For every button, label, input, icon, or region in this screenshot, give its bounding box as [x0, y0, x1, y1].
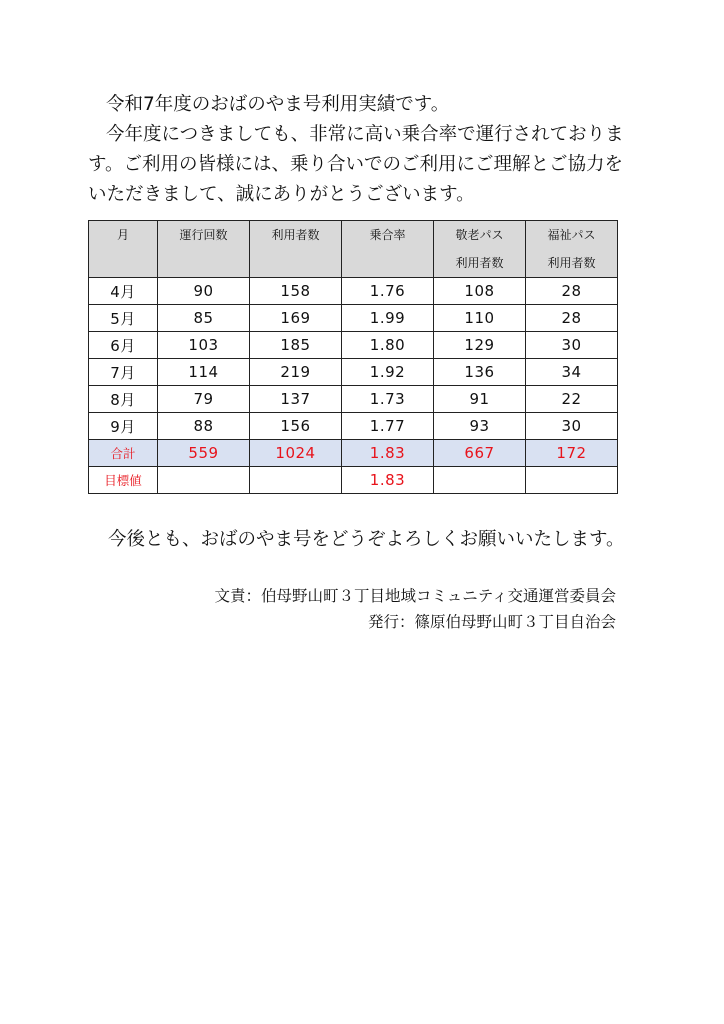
publisher-credit: 発行：篠原伯母野山町３丁目自治会 — [367, 613, 616, 631]
table-row — [89, 359, 618, 386]
cell-welfare-pass: 28 — [526, 278, 618, 305]
total-label: 合計 — [89, 440, 158, 467]
cell-senior-pass: 108 — [434, 278, 526, 305]
intro-line-2: 今年度につきましても、非常に高い乗合率で運行されております。ご利用の皆様には、乗り合いでのご利用にご理解とご協力をいただきまして、誠にありがとうございます。 — [88, 124, 624, 205]
cell-trips: 79 — [158, 386, 250, 413]
cell-senior-pass: 136 — [434, 359, 526, 386]
table-row — [89, 332, 618, 359]
cell-users: 169 — [250, 305, 342, 332]
cell-users: 156 — [250, 413, 342, 440]
cell-welfare-pass: 30 — [526, 413, 618, 440]
cell-trips: 90 — [158, 278, 250, 305]
cell-users: 158 — [250, 278, 342, 305]
cell-welfare-pass: 34 — [526, 359, 618, 386]
header-trips: 運行回数 — [158, 221, 250, 278]
target-senior-pass — [434, 467, 526, 494]
intro-text — [88, 90, 633, 210]
cell-trips: 85 — [158, 305, 250, 332]
cell-trips: 103 — [158, 332, 250, 359]
table-header — [89, 221, 618, 278]
total-rate: 1.83 — [342, 440, 434, 467]
cell-senior-pass: 110 — [434, 305, 526, 332]
table-row — [89, 278, 618, 305]
total-users: 1024 — [250, 440, 342, 467]
cell-users: 137 — [250, 386, 342, 413]
total-welfare-pass: 172 — [526, 440, 618, 467]
header-ride-share-rate: 乗合率 — [342, 221, 434, 278]
cell-rate: 1.76 — [342, 278, 434, 305]
target-label: 目標値 — [89, 467, 158, 494]
cell-welfare-pass: 28 — [526, 305, 618, 332]
cell-senior-pass: 91 — [434, 386, 526, 413]
header-users: 利用者数 — [250, 221, 342, 278]
cell-senior-pass: 129 — [434, 332, 526, 359]
cell-rate: 1.80 — [342, 332, 434, 359]
table-row — [89, 413, 618, 440]
total-senior-pass: 667 — [434, 440, 526, 467]
cell-month: 6月 — [89, 332, 158, 359]
cell-rate: 1.77 — [342, 413, 434, 440]
cell-rate: 1.73 — [342, 386, 434, 413]
cell-users: 219 — [250, 359, 342, 386]
target-welfare-pass — [526, 467, 618, 494]
cell-welfare-pass: 22 — [526, 386, 618, 413]
closing-message: 今後とも、おばのやま号をどうぞよろしくお願いいたします。 — [108, 529, 625, 550]
cell-rate: 1.99 — [342, 305, 434, 332]
target-row — [89, 467, 618, 494]
cell-trips: 114 — [158, 359, 250, 386]
author-credit: 文責：伯母野山町３丁目地域コミュニティ交通運営委員会 — [214, 587, 616, 605]
usage-table — [88, 220, 618, 494]
table-row — [89, 305, 618, 332]
header-month: 月 — [89, 221, 158, 278]
intro-line-1: 令和7年度のおばのやま号利用実績です。 — [106, 94, 450, 115]
table-body — [89, 278, 618, 494]
target-rate: 1.83 — [342, 467, 434, 494]
cell-month: 9月 — [89, 413, 158, 440]
cell-rate: 1.92 — [342, 359, 434, 386]
total-trips: 559 — [158, 440, 250, 467]
target-trips — [158, 467, 250, 494]
cell-users: 185 — [250, 332, 342, 359]
table-row — [89, 386, 618, 413]
cell-month: 5月 — [89, 305, 158, 332]
cell-welfare-pass: 30 — [526, 332, 618, 359]
cell-month: 8月 — [89, 386, 158, 413]
cell-month: 7月 — [89, 359, 158, 386]
header-senior-pass: 敬老パス 利用者数 — [434, 221, 526, 278]
cell-month: 4月 — [89, 278, 158, 305]
header-row — [89, 221, 618, 278]
cell-senior-pass: 93 — [434, 413, 526, 440]
total-row — [89, 440, 618, 467]
cell-trips: 88 — [158, 413, 250, 440]
credits — [215, 583, 616, 635]
target-users — [250, 467, 342, 494]
header-welfare-pass: 福祉パス 利用者数 — [526, 221, 618, 278]
